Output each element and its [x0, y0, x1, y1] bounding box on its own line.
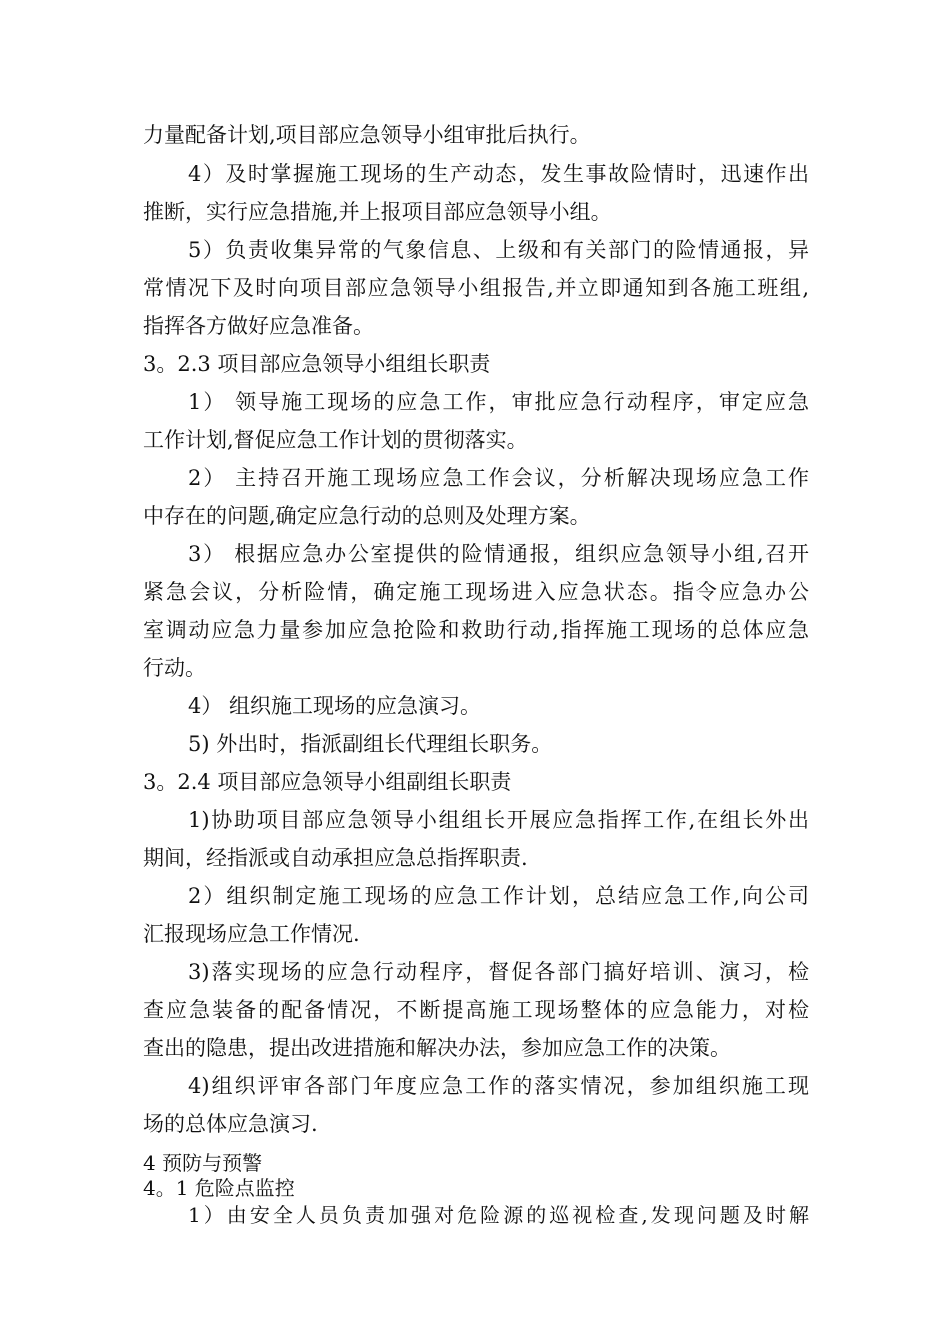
text-line: 室调动应急力量参加应急抢险和救助行动,指挥施工现场的总体应急 — [143, 618, 809, 642]
text-line: 2）组织制定施工现场的应急工作计划，总结应急工作,向公司 — [188, 884, 809, 908]
text-line: 推断，实行应急措施,并上报项目部应急领导小组。 — [143, 200, 612, 224]
text-line: 1） 领导施工现场的应急工作，审批应急行动程序，审定应急 — [188, 390, 809, 414]
chapter-heading: 4 预防与预警 — [143, 1151, 263, 1175]
text-line: 工作计划,督促应急工作计划的贯彻落实。 — [143, 428, 528, 452]
text-line: 力量配备计划,项目部应急领导小组审批后执行。 — [143, 123, 591, 147]
text-line: 3） 根据应急办公室提供的险情通报，组织应急领导小组,召开 — [188, 542, 809, 566]
text-line: 中存在的问题,确定应急行动的总则及处理方案。 — [143, 504, 591, 528]
section-heading: 3。2.3 项目部应急领导小组组长职责 — [143, 352, 491, 376]
text-line: 1）由安全人员负责加强对危险源的巡视检查,发现问题及时解 — [188, 1203, 809, 1227]
text-line: 4)组织评审各部门年度应急工作的落实情况，参加组织施工现 — [188, 1074, 809, 1098]
text-line: 常情况下及时向项目部应急领导小组报告,并立即通知到各施工班组, — [143, 276, 809, 300]
text-line: 行动。 — [143, 656, 206, 680]
text-line: 指挥各方做好应急准备。 — [143, 314, 374, 338]
section-heading: 4。1 危险点监控 — [143, 1176, 295, 1200]
text-line: 5) 外出时，指派副组长代理组长职务。 — [188, 732, 553, 756]
text-line: 2） 主持召开施工现场应急工作会议，分析解决现场应急工作 — [188, 466, 809, 490]
text-line: 4） 组织施工现场的应急演习。 — [188, 694, 482, 718]
text-line: 紧急会议，分析险情，确定施工现场进入应急状态。指令应急办公 — [143, 580, 809, 604]
text-line: 查应急装备的配备情况，不断提高施工现场整体的应急能力，对检 — [143, 998, 809, 1022]
text-line: 3)落实现场的应急行动程序，督促各部门搞好培训、演习，检 — [188, 960, 809, 984]
text-line: 查出的隐患，提出改进措施和解决办法，参加应急工作的决策。 — [143, 1036, 731, 1060]
text-line: 1)协助项目部应急领导小组组长开展应急指挥工作,在组长外出 — [188, 808, 809, 832]
section-heading: 3。2.4 项目部应急领导小组副组长职责 — [143, 770, 512, 794]
text-line: 期间，经指派或自动承担应急总指挥职责. — [143, 846, 528, 870]
text-line: 4）及时掌握施工现场的生产动态，发生事故险情时，迅速作出 — [188, 162, 809, 186]
text-line: 场的总体应急演习. — [143, 1112, 318, 1136]
text-line: 5）负责收集异常的气象信息、上级和有关部门的险情通报，异 — [188, 238, 809, 262]
text-line: 汇报现场应急工作情况. — [143, 922, 360, 946]
